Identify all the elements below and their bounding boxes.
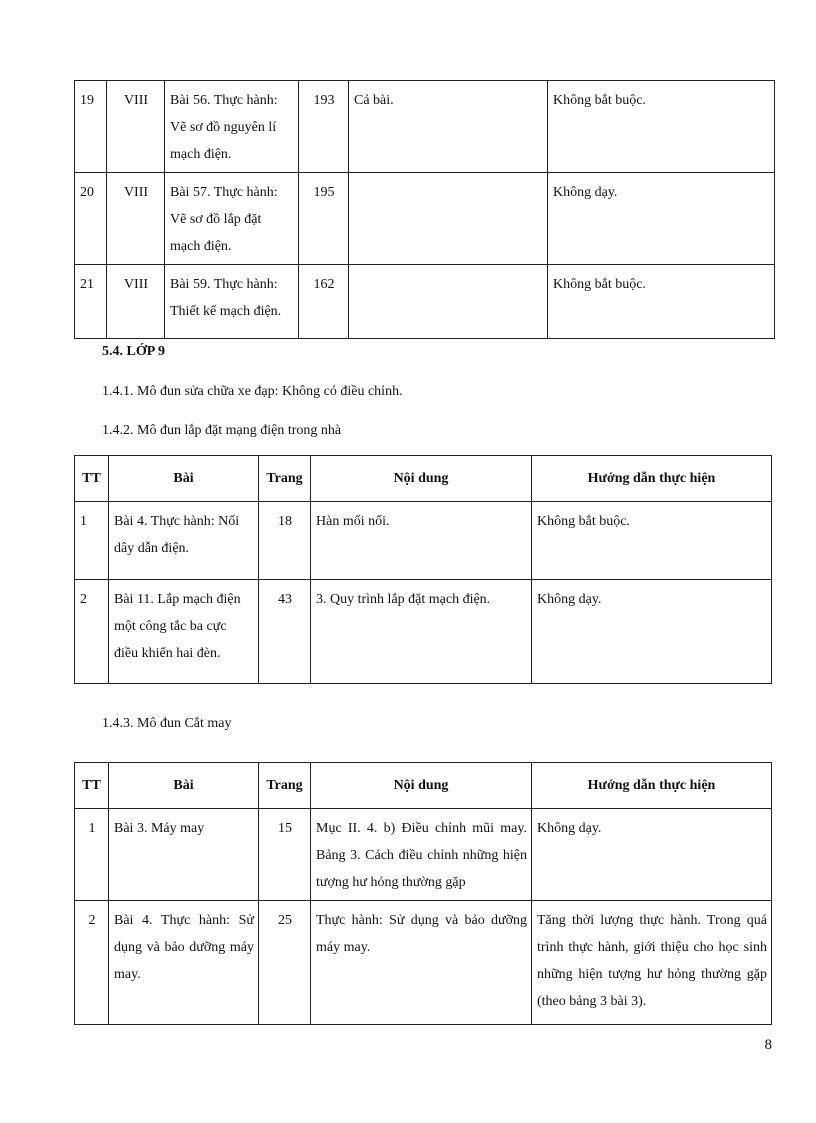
header-tt: TT bbox=[75, 763, 109, 809]
page-cell: 25 bbox=[259, 901, 311, 1025]
guide-cell: Không bắt buộc. bbox=[548, 265, 775, 339]
guide-cell: Không dạy. bbox=[532, 580, 772, 684]
lesson-cell: Bài 11. Lắp mạch điện một công tắc ba cực điều khiển hai đèn. bbox=[109, 580, 259, 684]
grade-cell: VIII bbox=[107, 265, 165, 339]
content-cell: Hàn mối nối. bbox=[311, 502, 532, 580]
header-bai: Bài bbox=[109, 456, 259, 502]
lesson-cell: Bài 4. Thực hành: Nối dây dẫn điện. bbox=[109, 502, 259, 580]
lesson-table-grade8 bbox=[74, 80, 775, 339]
section-heading: 5.4. LỚP 9 bbox=[102, 344, 166, 359]
guide-cell: Không bắt buộc. bbox=[532, 502, 772, 580]
table-header-row bbox=[75, 456, 772, 502]
content-cell bbox=[349, 173, 548, 265]
guide-cell: Không bắt buộc. bbox=[548, 81, 775, 173]
table-row bbox=[75, 901, 772, 1025]
header-huongdan: Hướng dẫn thực hiện bbox=[532, 763, 772, 809]
grade-cell: VIII bbox=[107, 173, 165, 265]
lesson-cell: Bài 59. Thực hành: Thiết kế mạch điện. bbox=[165, 265, 299, 339]
table-row bbox=[75, 265, 775, 339]
page-cell: 195 bbox=[299, 173, 349, 265]
lesson-table-electrical bbox=[74, 455, 772, 684]
lesson-cell: Bài 56. Thực hành: Vẽ sơ đồ nguyên lí mạch điện. bbox=[165, 81, 299, 173]
content-cell: Thực hành: Sử dụng và bảo dưỡng máy may. bbox=[311, 901, 532, 1025]
content-cell: Cả bài. bbox=[349, 81, 548, 173]
guide-cell: Không dạy. bbox=[532, 809, 772, 901]
page-cell: 43 bbox=[259, 580, 311, 684]
subsection-electrical-install: 1.4.2. Mô đun lắp đặt mạng điện trong nhà bbox=[102, 423, 342, 438]
header-noidung: Nội dung bbox=[311, 456, 532, 502]
table-row bbox=[75, 81, 775, 173]
table-row bbox=[75, 809, 772, 901]
header-trang: Trang bbox=[259, 763, 311, 809]
guide-cell: Tăng thời lượng thực hành. Trong quá trình thực hành, giới thiệu cho học sinh những hiện tượng hư hỏng thường gặp (theo bảng 3 bài 3). bbox=[532, 901, 772, 1025]
row-number: 2 bbox=[75, 580, 109, 684]
page-number: 8 bbox=[764, 1037, 772, 1053]
lesson-cell: Bài 4. Thực hành: Sử dụng và bảo dưỡng máy may. bbox=[109, 901, 259, 1025]
table-row bbox=[75, 502, 772, 580]
content-cell: Mục II. 4. b) Điều chỉnh mũi may. Bảng 3. Cách điều chỉnh những hiện tượng hư hỏng thường gặp bbox=[311, 809, 532, 901]
page-cell: 193 bbox=[299, 81, 349, 173]
content-cell: 3. Quy trình lắp đặt mạch điện. bbox=[311, 580, 532, 684]
row-number: 20 bbox=[75, 173, 107, 265]
header-bai: Bài bbox=[109, 763, 259, 809]
lesson-table-sewing bbox=[74, 762, 772, 1025]
guide-cell: Không dạy. bbox=[548, 173, 775, 265]
table-row bbox=[75, 580, 772, 684]
row-number: 1 bbox=[75, 502, 109, 580]
row-number: 1 bbox=[75, 809, 109, 901]
lesson-cell: Bài 3. Máy may bbox=[109, 809, 259, 901]
page-cell: 18 bbox=[259, 502, 311, 580]
page-cell: 15 bbox=[259, 809, 311, 901]
row-number: 21 bbox=[75, 265, 107, 339]
subsection-bicycle-repair: 1.4.1. Mô đun sửa chữa xe đạp: Không có điều chỉnh. bbox=[102, 384, 403, 399]
table-row bbox=[75, 173, 775, 265]
header-tt: TT bbox=[75, 456, 109, 502]
grade-cell: VIII bbox=[107, 81, 165, 173]
row-number: 19 bbox=[75, 81, 107, 173]
header-trang: Trang bbox=[259, 456, 311, 502]
header-huongdan: Hướng dẫn thực hiện bbox=[532, 456, 772, 502]
header-noidung: Nội dung bbox=[311, 763, 532, 809]
page-cell: 162 bbox=[299, 265, 349, 339]
content-cell bbox=[349, 265, 548, 339]
subsection-sewing: 1.4.3. Mô đun Cắt may bbox=[102, 716, 232, 731]
row-number: 2 bbox=[75, 901, 109, 1025]
table-header-row bbox=[75, 763, 772, 809]
lesson-cell: Bài 57. Thực hành: Vẽ sơ đồ lắp đặt mạch điện. bbox=[165, 173, 299, 265]
